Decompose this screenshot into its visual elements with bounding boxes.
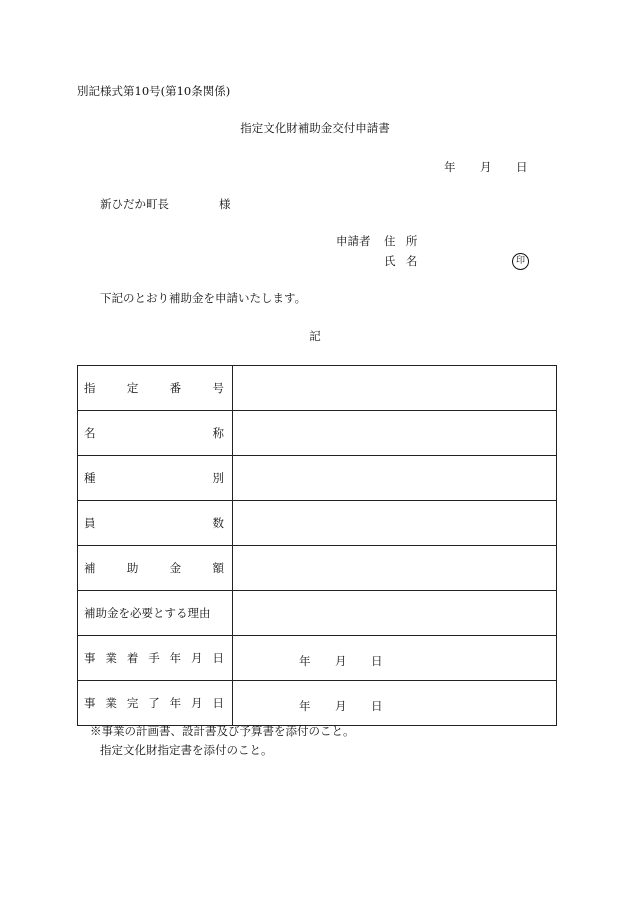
date-year-label: 年	[444, 160, 456, 174]
application-table	[77, 365, 557, 726]
note-attachment-1: ※事業の計画書、設計書及び予算書を添付のこと。	[90, 724, 355, 738]
date-day-label: 日	[516, 160, 528, 174]
row-label-cell	[78, 501, 233, 546]
table-row	[78, 636, 557, 681]
row-value-cell[interactable]	[233, 366, 557, 411]
row-label: 事 業 着 手 年 月 日	[84, 651, 224, 665]
row-label: 事 業 完 了 年 月 日	[84, 696, 224, 710]
row-label: 指 定 番 号	[84, 381, 224, 395]
document-title: 指定文化財補助金交付申請書	[240, 121, 390, 135]
row-label-cell	[78, 456, 233, 501]
table-row	[78, 456, 557, 501]
row-date-year-label: 年	[299, 699, 311, 713]
table-row	[78, 681, 557, 726]
row-date-year-label: 年	[299, 654, 311, 668]
row-label: 補助金を必要とする理由	[84, 606, 211, 620]
recipient-honorific: 様	[219, 197, 231, 211]
recipient-name: 新ひだか町長	[100, 197, 169, 211]
row-date-month-label: 月	[335, 654, 347, 668]
table-row	[78, 591, 557, 636]
row-label-cell	[78, 411, 233, 456]
row-label: 補 助 金 額	[84, 561, 224, 575]
date-month-label: 月	[480, 160, 492, 174]
row-date-month-label: 月	[335, 699, 347, 713]
row-value-cell[interactable]	[233, 636, 557, 681]
ki-heading: 記	[309, 329, 321, 343]
name-label: 氏名	[384, 254, 428, 268]
row-value-cell[interactable]	[233, 456, 557, 501]
table-row	[78, 411, 557, 456]
table-row	[78, 501, 557, 546]
row-date-day-label: 日	[371, 654, 383, 668]
row-label-cell	[78, 366, 233, 411]
row-date-day-label: 日	[371, 699, 383, 713]
form-number: 別記様式第10号(第10条関係)	[77, 84, 231, 98]
row-label: 種 別	[84, 471, 224, 485]
row-label-cell	[78, 546, 233, 591]
row-value-cell[interactable]	[233, 501, 557, 546]
row-label: 員 数	[84, 516, 224, 530]
row-value-cell[interactable]	[233, 411, 557, 456]
applicant-label: 申請者	[336, 234, 371, 248]
note-attachment-2: 指定文化財指定書を添付のこと。	[100, 743, 273, 757]
address-label: 住所	[384, 234, 428, 248]
row-value-cell[interactable]	[233, 591, 557, 636]
row-label-cell	[78, 636, 233, 681]
intro-text: 下記のとおり補助金を申請いたします。	[100, 291, 307, 305]
table-row	[78, 546, 557, 591]
row-label: 名 称	[84, 426, 224, 440]
row-label-cell	[78, 681, 233, 726]
row-value-cell[interactable]	[233, 546, 557, 591]
row-value-cell[interactable]	[233, 681, 557, 726]
row-label-cell	[78, 591, 233, 636]
seal-mark-icon: 印	[512, 253, 529, 270]
table-row	[78, 366, 557, 411]
